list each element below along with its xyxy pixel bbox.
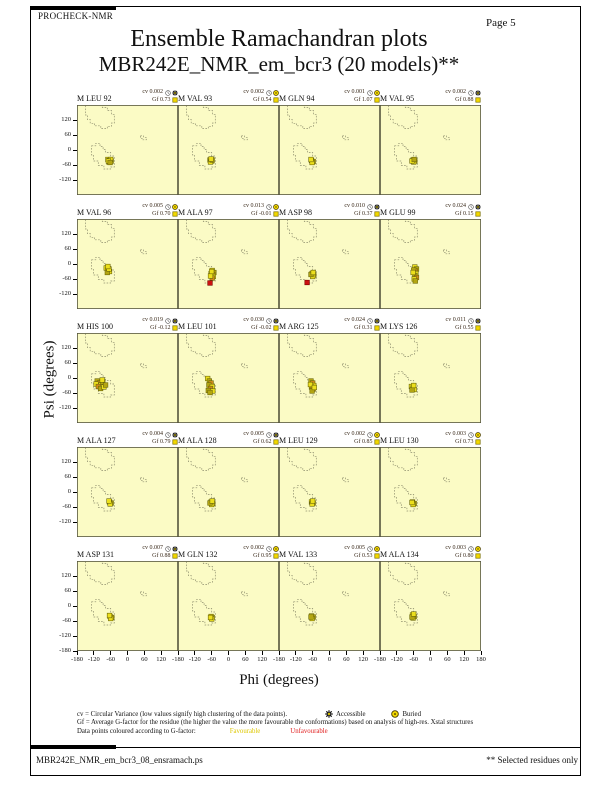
ramachandran-panel: [178, 83, 279, 195]
y-tick-label: 0: [67, 374, 71, 381]
residue-label: M LEU 130: [380, 436, 419, 445]
clock-icon: [266, 546, 272, 552]
ramachandran-plot: [77, 333, 178, 423]
gf-label: Gf 0.70: [152, 210, 171, 217]
model-data-point: [100, 378, 105, 383]
ramachandran-plot: [178, 561, 279, 651]
residue-label: M HIS 100: [77, 322, 114, 331]
y-tick-label: 60: [64, 359, 71, 366]
panel-header: [77, 197, 178, 218]
clock-icon: [468, 432, 474, 438]
buried-face-icon: [475, 546, 481, 552]
y-tick-label: 60: [64, 245, 71, 252]
page-subtitle: MBR242E_NMR_em_bcr3 (20 models)**: [98, 52, 460, 76]
accessible-star-icon: [325, 710, 333, 718]
model-data-point: [412, 157, 417, 162]
x-tick-mark: [464, 651, 465, 655]
residue-label: M ARG 125: [279, 322, 319, 331]
residue-label: M ASP 131: [77, 550, 115, 559]
cv-label: cv 0.011: [445, 317, 466, 323]
accessible-star-icon: [475, 318, 481, 324]
x-tick-mark: [110, 651, 111, 655]
panel-header: [380, 83, 481, 104]
model-data-point: [411, 270, 416, 275]
y-tick-label: 60: [64, 131, 71, 138]
panel-header: [178, 425, 279, 446]
y-tick-label: -120: [59, 404, 71, 411]
y-tick-mark: [73, 591, 77, 592]
panel-header: [279, 311, 380, 332]
residue-label: M ALA 127: [77, 436, 116, 445]
ramachandran-panel: [380, 425, 481, 537]
ramachandran-panel: [279, 83, 380, 195]
page-title: Ensemble Ramachandran plots: [130, 26, 428, 52]
panel-header: [380, 425, 481, 446]
ramachandran-plot: [77, 105, 178, 195]
model-data-point: [310, 499, 315, 504]
panel-header: [279, 83, 380, 104]
y-tick-label: 120: [61, 458, 71, 465]
clock-icon: [165, 204, 171, 210]
cv-label: cv 0.024: [445, 203, 466, 209]
y-tick-label: 0: [67, 260, 71, 267]
residue-label: M ALA 134: [380, 550, 419, 559]
y-tick-mark: [73, 234, 77, 235]
ramachandran-plot: [279, 561, 380, 651]
legend-colour-text: Data points coloured according to G-factor:: [77, 728, 196, 735]
ramachandran-plot: [380, 561, 481, 651]
model-data-point: [209, 157, 214, 162]
y-tick-mark: [73, 393, 77, 394]
cv-label: cv 0.001: [344, 89, 365, 95]
y-tick-label: -120: [59, 632, 71, 639]
x-tick-mark: [127, 651, 128, 655]
x-tick-label: -120: [390, 656, 403, 663]
ramachandran-panel: [77, 197, 178, 309]
panel-header: [77, 425, 178, 446]
cv-label: cv 0.005: [142, 203, 163, 209]
x-tick-mark: [396, 651, 397, 655]
y-tick-mark: [73, 492, 77, 493]
clock-icon: [468, 546, 474, 552]
footer-filename: MBR242E_NMR_em_bcr3_08_ensramach.ps: [36, 755, 203, 765]
x-tick-label: 60: [141, 656, 148, 663]
y-tick-label: -60: [62, 275, 71, 282]
model-data-point: [208, 390, 213, 395]
panel-header: [380, 311, 481, 332]
ramachandran-panel: [279, 539, 380, 651]
ramachandran-panel: [178, 425, 279, 537]
x-tick-label: 0: [125, 656, 130, 663]
ramachandran-panel: [77, 539, 178, 651]
y-tick-label: 120: [61, 572, 71, 579]
gf-label: Gf -0.02: [251, 324, 272, 331]
ramachandran-panel: [77, 311, 178, 423]
cv-label: cv 0.010: [344, 203, 365, 209]
panel-header: [77, 539, 178, 560]
x-tick-mark: [447, 651, 448, 655]
gf-label: Gf 0.54: [253, 96, 272, 103]
clock-icon: [367, 204, 373, 210]
x-tick-label: 60: [242, 656, 249, 663]
cv-label: cv 0.004: [142, 431, 163, 437]
cv-label: cv 0.007: [142, 545, 163, 551]
legend-line-gf: [77, 719, 473, 726]
gf-square-icon: [475, 97, 481, 103]
panel-header: [178, 539, 279, 560]
x-tick-label: 0: [327, 656, 332, 663]
gf-label: Gf 0.85: [354, 438, 373, 445]
y-tick-mark: [73, 408, 77, 409]
ramachandran-panel: [178, 197, 279, 309]
x-tick-mark: [178, 651, 179, 655]
x-tick-label: 120: [459, 656, 470, 663]
x-tick-label: 120: [257, 656, 268, 663]
x-tick-mark: [481, 651, 482, 655]
cv-label: cv 0.003: [445, 431, 466, 437]
panel-header: [77, 83, 178, 104]
x-tick-label: 60: [444, 656, 451, 663]
panel-header: [178, 83, 279, 104]
gf-label: Gf 0.55: [455, 324, 474, 331]
clock-icon: [367, 90, 373, 96]
gf-label: Gf 0.53: [354, 552, 373, 559]
clock-icon: [165, 432, 171, 438]
cv-label: cv 0.002: [243, 545, 264, 551]
y-tick-mark: [73, 522, 77, 523]
ramachandran-plot: [380, 105, 481, 195]
x-tick-mark: [312, 651, 313, 655]
x-tick-mark: [93, 651, 94, 655]
x-tick-label: -180: [273, 656, 285, 663]
ramachandran-panel: [178, 539, 279, 651]
residue-label: M GLN 94: [279, 94, 315, 103]
x-tick-mark: [77, 651, 78, 655]
clock-icon: [468, 204, 474, 210]
residue-label: M LEU 92: [77, 94, 112, 103]
y-tick-label: 120: [61, 230, 71, 237]
y-tick-mark: [73, 150, 77, 151]
x-tick-mark: [211, 651, 212, 655]
y-tick-label: -120: [59, 176, 71, 183]
y-tick-label: -60: [62, 617, 71, 624]
buried-face-icon: [391, 710, 399, 718]
x-tick-label: -180: [374, 656, 386, 663]
ramachandran-panel: [178, 311, 279, 423]
model-data-point: [208, 274, 213, 279]
ramachandran-plot: [279, 333, 380, 423]
x-tick-label: -120: [87, 656, 100, 663]
model-data-point: [411, 383, 416, 388]
ramachandran-plot: [178, 105, 279, 195]
page-number: Page 5: [486, 17, 516, 29]
x-tick-mark: [279, 651, 280, 655]
x-tick-label: -120: [289, 656, 302, 663]
y-tick-mark: [73, 363, 77, 364]
legend-unfavourable-label: Unfavourable: [290, 728, 328, 735]
y-tick-mark: [73, 294, 77, 295]
x-tick-label: 120: [358, 656, 369, 663]
model-data-point: [413, 279, 418, 284]
clock-icon: [468, 318, 474, 324]
x-tick-label: -60: [409, 656, 418, 663]
gf-label: Gf -0.01: [251, 210, 272, 217]
clock-icon: [165, 90, 171, 96]
gf-label: Gf 0.73: [455, 438, 474, 445]
y-tick-mark: [73, 477, 77, 478]
y-tick-mark: [73, 576, 77, 577]
model-data-point: [107, 613, 112, 618]
residue-label: M VAL 93: [178, 94, 213, 103]
residue-label: M GLN 132: [178, 550, 218, 559]
ramachandran-panel: [279, 425, 380, 537]
model-data-point: [312, 385, 317, 390]
gf-square-icon: [475, 325, 481, 331]
x-tick-label: -120: [188, 656, 201, 663]
accessible-star-icon: [475, 204, 481, 210]
y-tick-mark: [73, 249, 77, 250]
y-tick-label: 60: [64, 473, 71, 480]
y-tick-label: 0: [67, 488, 71, 495]
model-data-point: [305, 280, 310, 285]
y-tick-label: 120: [61, 116, 71, 123]
y-tick-label: 60: [64, 587, 71, 594]
y-tick-mark: [73, 621, 77, 622]
x-tick-label: -180: [71, 656, 83, 663]
model-data-point: [311, 270, 316, 275]
residue-label: M VAL 95: [380, 94, 415, 103]
cv-label: cv 0.005: [344, 545, 365, 551]
gf-label: Gf 0.37: [354, 210, 373, 217]
residue-label: M VAL 96: [77, 208, 112, 217]
y-tick-label: -120: [59, 290, 71, 297]
residue-label: M ALA 97: [178, 208, 213, 217]
panel-header: [178, 197, 279, 218]
ramachandran-plot: [77, 561, 178, 651]
ramachandran-plot: [77, 447, 178, 537]
clock-icon: [367, 546, 373, 552]
app-label: PROCHECK-NMR: [38, 11, 114, 21]
y-tick-label: -120: [59, 518, 71, 525]
ramachandran-panel: [77, 425, 178, 537]
legend-line-cv: [77, 710, 421, 718]
ramachandran-plot: [279, 219, 380, 309]
legend-cv-text: cv = Circular Variance (low values signify high clustering of the data points).: [77, 710, 288, 718]
x-tick-label: 60: [343, 656, 350, 663]
residue-label: M VAL 133: [279, 550, 318, 559]
y-tick-label: -60: [62, 503, 71, 510]
x-tick-label: 180: [476, 656, 486, 663]
ramachandran-plot: [178, 333, 279, 423]
x-tick-mark: [363, 651, 364, 655]
model-data-point: [208, 281, 213, 286]
residue-label: M LEU 101: [178, 322, 217, 331]
residue-label: M LYS 126: [380, 322, 418, 331]
clock-icon: [266, 204, 272, 210]
y-tick-mark: [73, 120, 77, 121]
gf-label: Gf 0.15: [455, 210, 474, 217]
gf-label: Gf 0.80: [455, 552, 474, 559]
gf-label: Gf -0.12: [150, 324, 171, 331]
y-tick-mark: [73, 636, 77, 637]
ramachandran-panel: [279, 311, 380, 423]
legend-gf-text: Gf = Average G-factor for the residue (the higher the value the more favourable the conformations) based on analysis of high-res. Xstal structures: [77, 719, 474, 726]
x-tick-mark: [430, 651, 431, 655]
y-tick-mark: [73, 348, 77, 349]
x-tick-mark: [380, 651, 381, 655]
panel-header: [77, 311, 178, 332]
x-tick-label: 120: [156, 656, 167, 663]
cv-label: cv 0.030: [243, 317, 264, 323]
x-tick-mark: [413, 651, 414, 655]
legend-buried-label: Buried: [402, 710, 421, 718]
y-tick-mark: [73, 462, 77, 463]
gf-label: Gf 0.88: [152, 552, 171, 559]
x-tick-label: -60: [106, 656, 115, 663]
model-data-point: [309, 157, 314, 162]
ramachandran-plot: [380, 447, 481, 537]
panel-header: [279, 197, 380, 218]
y-tick-mark: [73, 165, 77, 166]
ramachandran-panel: [279, 197, 380, 309]
model-data-point: [309, 615, 314, 620]
residue-label: M ALA 128: [178, 436, 217, 445]
model-data-point: [209, 269, 214, 274]
legend-line-colours: [77, 728, 328, 735]
y-tick-label: 0: [67, 602, 71, 609]
gf-label: Gf 0.79: [152, 438, 171, 445]
panel-header: [178, 311, 279, 332]
panel-header: [380, 197, 481, 218]
panel-header: [279, 425, 380, 446]
cv-label: cv 0.002: [142, 89, 163, 95]
y-axis-label: Psi (degrees): [41, 340, 58, 419]
cv-label: cv 0.002: [243, 89, 264, 95]
clock-icon: [165, 318, 171, 324]
gf-square-icon: [475, 211, 481, 217]
x-tick-mark: [262, 651, 263, 655]
x-tick-label: -60: [207, 656, 216, 663]
x-tick-mark: [329, 651, 330, 655]
buried-face-icon: [475, 432, 481, 438]
accessible-star-icon: [475, 90, 481, 96]
clock-icon: [165, 546, 171, 552]
residue-label: M GLU 99: [380, 208, 416, 217]
gf-label: Gf 0.95: [253, 552, 272, 559]
x-tick-label: 0: [428, 656, 433, 663]
cv-label: cv 0.002: [445, 89, 466, 95]
gf-label: Gf 0.73: [152, 96, 171, 103]
ramachandran-panel: [380, 197, 481, 309]
y-tick-label: -60: [62, 161, 71, 168]
model-data-point: [410, 388, 415, 393]
ramachandran-panel: [77, 83, 178, 195]
ramachandran-plot: [380, 333, 481, 423]
x-tick-mark: [346, 651, 347, 655]
ramachandran-plot: [380, 219, 481, 309]
model-data-point: [103, 383, 108, 388]
model-data-point: [410, 500, 415, 505]
y-tick-label: 0: [67, 146, 71, 153]
clock-icon: [266, 318, 272, 324]
clock-icon: [367, 432, 373, 438]
ramachandran-plot: [178, 447, 279, 537]
x-axis-label: Phi (degrees): [239, 672, 319, 688]
y-tick-mark: [73, 279, 77, 280]
y-tick-label: 120: [61, 344, 71, 351]
gf-label: Gf 1.07: [354, 96, 373, 103]
residue-label: M ASP 98: [279, 208, 313, 217]
x-tick-mark: [228, 651, 229, 655]
ramachandran-panel: [380, 83, 481, 195]
gf-label: Gf 0.31: [354, 324, 373, 331]
y-tick-mark: [73, 507, 77, 508]
cv-label: cv 0.002: [344, 431, 365, 437]
y-tick-label: -60: [62, 389, 71, 396]
ramachandran-plot: [77, 219, 178, 309]
model-data-point: [208, 615, 213, 620]
clock-icon: [468, 90, 474, 96]
model-data-point: [210, 499, 215, 504]
clock-icon: [266, 90, 272, 96]
gf-label: Gf 0.88: [455, 96, 474, 103]
y-tick-mark: [73, 180, 77, 181]
y-tick-mark: [73, 606, 77, 607]
y-tick-mark: [73, 264, 77, 265]
y-tick-mark: [73, 378, 77, 379]
legend-accessible-label: Accessible: [336, 710, 366, 718]
model-data-point: [106, 264, 111, 269]
x-tick-label: 0: [226, 656, 231, 663]
clock-icon: [266, 432, 272, 438]
x-tick-mark: [295, 651, 296, 655]
x-tick-mark: [245, 651, 246, 655]
x-tick-label: -60: [308, 656, 317, 663]
cv-label: cv 0.005: [243, 431, 264, 437]
legend-favourable-label: Favourable: [229, 728, 261, 735]
x-tick-mark: [144, 651, 145, 655]
ramachandran-plot: [279, 105, 380, 195]
cv-label: cv 0.019: [142, 317, 163, 323]
ramachandran-panel: [380, 311, 481, 423]
panel-header: [380, 539, 481, 560]
x-tick-mark: [194, 651, 195, 655]
gf-square-icon: [475, 439, 481, 445]
ramachandran-panel: [380, 539, 481, 651]
model-data-point: [411, 612, 416, 617]
gf-label: Gf 0.62: [253, 438, 272, 445]
residue-label: M LEU 129: [279, 436, 318, 445]
panel-header: [279, 539, 380, 560]
x-tick-label: -180: [172, 656, 184, 663]
cv-label: cv 0.013: [243, 203, 264, 209]
ramachandran-plot: [178, 219, 279, 309]
y-tick-label: -180: [59, 647, 71, 654]
model-data-point: [108, 160, 113, 165]
clock-icon: [367, 318, 373, 324]
y-tick-mark: [73, 135, 77, 136]
model-data-point: [107, 499, 112, 504]
footer-note: ** Selected residues only: [486, 755, 578, 765]
ramachandran-plot: [279, 447, 380, 537]
cv-label: cv 0.024: [344, 317, 365, 323]
cv-label: cv 0.003: [445, 545, 466, 551]
x-tick-mark: [161, 651, 162, 655]
gf-square-icon: [475, 553, 481, 559]
